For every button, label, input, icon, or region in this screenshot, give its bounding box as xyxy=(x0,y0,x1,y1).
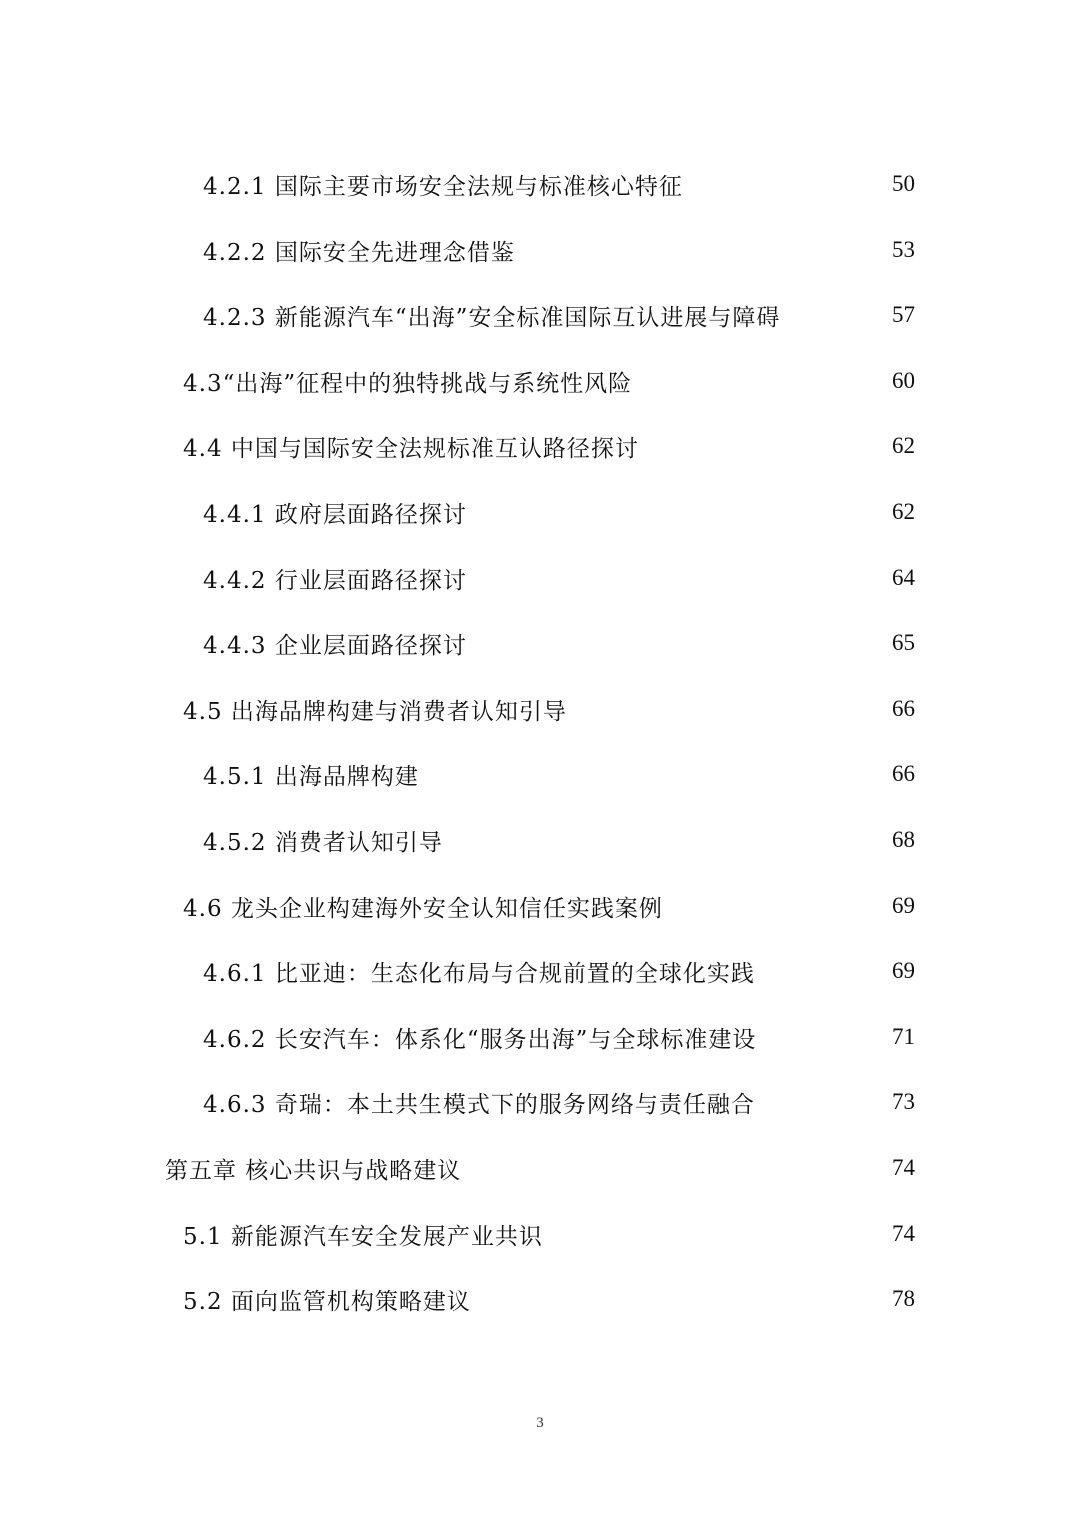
toc-page-number: 78 xyxy=(892,1286,915,1311)
toc-page-number: 68 xyxy=(892,827,915,852)
toc-entry-title: 4.6.1 比亚迪：生态化布局与合规前置的全球化实践 xyxy=(203,960,755,987)
toc-entry-title: 4.6 龙头企业构建海外安全认知信任实践案例 xyxy=(183,895,663,922)
dot-leader xyxy=(523,238,875,262)
toc-page-number: 74 xyxy=(892,1155,915,1180)
dot-leader xyxy=(763,1090,875,1114)
toc-page-number: 69 xyxy=(892,958,915,983)
toc-page-number: 66 xyxy=(892,761,915,786)
dot-leader xyxy=(671,894,875,918)
toc-entry[interactable] xyxy=(203,558,915,598)
dot-leader xyxy=(788,303,875,327)
toc-entry-title: 4.4 中国与国际安全法规标准互认路径探讨 xyxy=(183,435,639,462)
toc-entry-title: 4.6.3 奇瑞：本土共生模式下的服务网络与责任融合 xyxy=(203,1091,755,1118)
toc-entry-title: 4.6.2 长安汽车：体系化“服务出海”与全球标准建设 xyxy=(203,1026,757,1053)
dot-leader xyxy=(427,762,875,786)
dot-leader xyxy=(469,1156,875,1180)
toc-entry-title: 4.3“出海”征程中的独特挑战与系统性风险 xyxy=(183,370,633,397)
toc-entry[interactable] xyxy=(203,164,915,204)
toc-entry[interactable] xyxy=(183,689,915,729)
toc-page-number: 50 xyxy=(892,171,915,196)
toc-entry[interactable] xyxy=(183,1214,915,1254)
dot-leader xyxy=(764,1025,875,1049)
toc-page-number: 66 xyxy=(892,696,915,721)
toc-entry-title: 4.5 出海品牌构建与消费者认知引导 xyxy=(183,698,567,725)
toc-entry-title: 4.5.2 消费者认知引导 xyxy=(203,829,443,856)
toc-page-number: 74 xyxy=(892,1221,915,1246)
toc-entry-title: 4.4.1 政府层面路径探讨 xyxy=(203,501,467,528)
toc-entry[interactable] xyxy=(203,1082,915,1122)
toc-entry[interactable] xyxy=(183,1279,915,1319)
toc-entry-title: 4.4.2 行业层面路径探讨 xyxy=(203,567,467,594)
dot-leader xyxy=(475,500,875,524)
toc-entry-title: 5.2 面向监管机构策略建议 xyxy=(183,1288,471,1315)
toc-page-number: 71 xyxy=(892,1024,915,1049)
toc-entry[interactable] xyxy=(203,1017,915,1057)
toc-entry[interactable] xyxy=(203,820,915,860)
toc-page-number: 60 xyxy=(892,368,915,393)
toc-entry[interactable] xyxy=(203,295,915,335)
dot-leader xyxy=(647,434,875,458)
toc-page-number: 65 xyxy=(892,630,915,655)
toc-page-number: 69 xyxy=(892,893,915,918)
toc-entry[interactable] xyxy=(165,1148,915,1188)
dot-leader xyxy=(551,1222,875,1246)
dot-leader xyxy=(640,369,875,393)
toc-entry[interactable] xyxy=(183,886,915,926)
toc-entry-title: 第五章 核心共识与战略建议 xyxy=(165,1157,462,1184)
toc-entry[interactable] xyxy=(203,951,915,991)
toc-entry-title: 4.4.3 企业层面路径探讨 xyxy=(203,632,467,659)
toc-entry[interactable] xyxy=(203,754,915,794)
dot-leader xyxy=(479,1287,875,1311)
toc-entry-title: 4.2.1 国际主要市场安全法规与标准核心特征 xyxy=(203,173,683,200)
toc-entry[interactable] xyxy=(203,230,915,270)
dot-leader xyxy=(475,631,875,655)
footer-page-number: 3 xyxy=(536,1415,544,1431)
dot-leader xyxy=(451,828,875,852)
toc-entry[interactable] xyxy=(203,492,915,532)
toc-page-number: 64 xyxy=(892,565,915,590)
toc-entry[interactable] xyxy=(183,426,915,466)
toc-page-number: 62 xyxy=(892,433,915,458)
dot-leader xyxy=(575,697,875,721)
toc-page-number: 73 xyxy=(892,1089,915,1114)
dot-leader xyxy=(763,959,875,983)
dot-leader xyxy=(691,172,875,196)
toc-entry-title: 4.5.1 出海品牌构建 xyxy=(203,763,419,790)
toc-page-number: 53 xyxy=(892,237,915,262)
dot-leader xyxy=(475,566,875,590)
toc-entry-title: 5.1 新能源汽车安全发展产业共识 xyxy=(183,1223,543,1250)
toc-entry-title: 4.2.2 国际安全先进理念借鉴 xyxy=(203,239,515,266)
toc-entry[interactable] xyxy=(203,623,915,663)
toc-entry-title: 4.2.3 新能源汽车“出海”安全标准国际互认进展与障碍 xyxy=(203,304,781,331)
toc-entry[interactable] xyxy=(183,361,915,401)
toc-page-number: 57 xyxy=(892,302,915,327)
toc-page-number: 62 xyxy=(892,499,915,524)
